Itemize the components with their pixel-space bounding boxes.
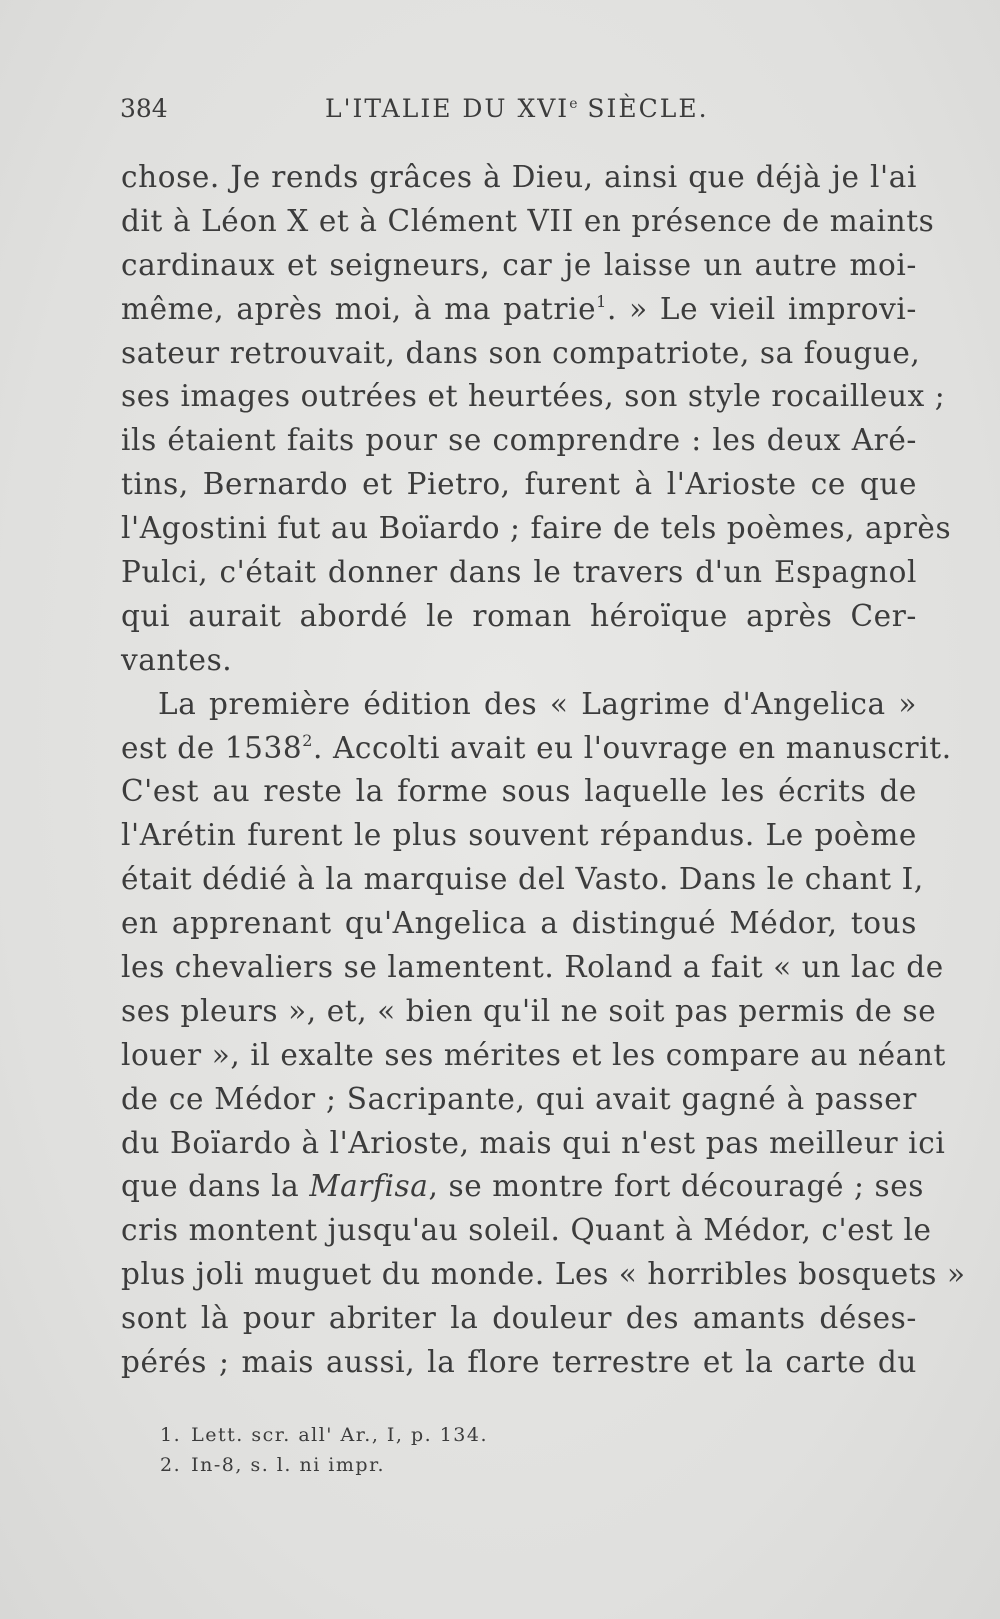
text-segment: est de 1538	[121, 730, 303, 765]
text-segment: même, après moi, à ma patrie	[121, 291, 597, 326]
footnotes	[160, 1420, 860, 1480]
text-line	[121, 288, 917, 332]
footnote-text: In-8, s. l. ni impr.	[191, 1454, 386, 1476]
footnote-ref: 2	[302, 730, 314, 750]
text-line: cardinaux et seigneurs, car je laisse un autre moi-	[121, 247, 917, 282]
text-segment: , se montre fort découragé ; ses	[428, 1169, 925, 1204]
text-segment: que dans la	[121, 1169, 310, 1204]
text-line: louer », il exalte ses mérites et les compare au néant	[121, 1037, 946, 1072]
text-line: ils étaient faits pour se comprendre : les deux Aré-	[121, 423, 917, 458]
text-line: chose. Je rends grâces à Dieu, ainsi que déjà je l'ai	[121, 160, 917, 194]
running-title-superscript: e	[569, 96, 578, 112]
text-line: était dédié à la marquise del Vasto. Dans le chant I,	[121, 862, 924, 897]
text-line	[121, 1165, 925, 1209]
running-title	[325, 94, 709, 123]
text-segment: . Accolti avait eu l'ouvrage en manuscrit.	[313, 730, 952, 765]
footnote	[160, 1450, 860, 1480]
text-line: en apprenant qu'Angelica a distingué Médor, tous	[121, 906, 917, 941]
footnote	[160, 1420, 860, 1450]
text-line: dit à Léon X et à Clément VII en présence de maints	[121, 203, 935, 238]
text-line: l'Agostini fut au Boïardo ; faire de tels poèmes, après	[121, 511, 952, 546]
text-line: C'est au reste la forme sous laquelle les écrits de	[121, 774, 917, 809]
text-line: sateur retrouvait, dans son compatriote, sa fougue,	[121, 335, 921, 370]
text-line: plus joli muguet du monde. Les « horribles bosquets »	[121, 1257, 966, 1292]
running-header	[120, 94, 920, 134]
text-line	[121, 727, 952, 771]
text-line: sont là pour abriter la douleur des amants déses-	[121, 1301, 917, 1336]
text-line: qui aurait abordé le roman héroïque après Cer-	[121, 598, 917, 633]
text-line: ses images outrées et heurtées, son style rocailleux ;	[121, 379, 946, 414]
footnote-number: 2.	[160, 1454, 182, 1476]
text-line: de ce Médor ; Sacripante, qui avait gagné à passer	[121, 1081, 917, 1116]
running-title-main: L'ITALIE DU XVI	[325, 94, 570, 123]
body-text	[121, 156, 966, 1385]
text-line: Pulci, c'était donner dans le travers d'un Espagnol	[121, 555, 917, 590]
footnote-number: 1.	[160, 1424, 182, 1446]
text-line: les chevaliers se lamentent. Roland a fait « un lac de	[121, 950, 944, 985]
text-line: l'Arétin furent le plus souvent répandus. Le poème	[121, 818, 917, 853]
text-line: ses pleurs », et, « bien qu'il ne soit pas permis de se	[121, 993, 937, 1028]
text-line: vantes.	[121, 642, 233, 677]
text-line: du Boïardo à l'Arioste, mais qui n'est pas meilleur ici	[121, 1125, 946, 1160]
footnote-ref: 1	[596, 291, 607, 311]
text-segment: . » Le vieil improvi-	[606, 291, 917, 326]
text-line: pérés ; mais aussi, la flore terrestre et la carte du	[121, 1345, 917, 1380]
page-number: 384	[120, 94, 168, 123]
italic-title: Marfisa	[309, 1169, 429, 1204]
footnote-text: Lett. scr. all' Ar., I, p. 134.	[191, 1424, 489, 1446]
running-title-rest: SIÈCLE.	[577, 94, 709, 123]
text-line: cris montent jusqu'au soleil. Quant à Médor, c'est le	[121, 1213, 932, 1248]
text-line: La première édition des « Lagrime d'Angelica »	[158, 686, 917, 721]
text-line: tins, Bernardo et Pietro, furent à l'Arioste ce que	[121, 467, 917, 502]
